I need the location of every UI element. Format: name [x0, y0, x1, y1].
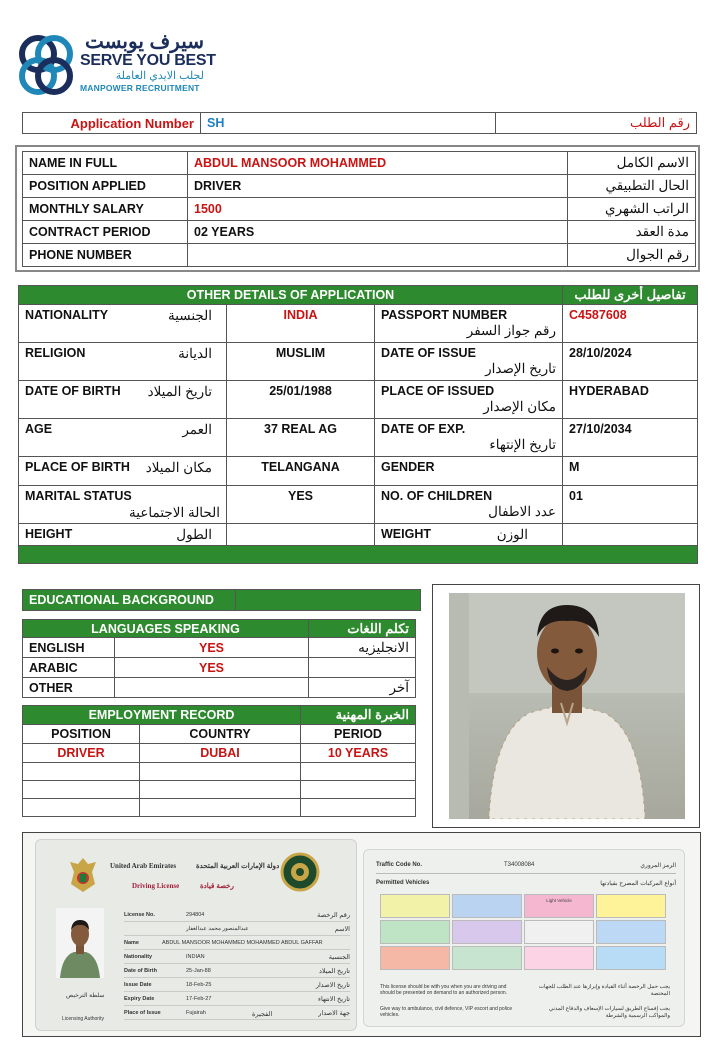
employment-cell	[23, 799, 140, 817]
license-field-row	[124, 908, 350, 922]
personal-value: DRIVER	[188, 175, 568, 198]
permitted-row	[376, 876, 676, 892]
license-field-label: Nationality	[124, 954, 153, 960]
other-left-value: 25/01/1988	[227, 381, 375, 419]
employment-row	[23, 763, 416, 781]
license-field-row	[124, 922, 350, 936]
employment-row	[23, 744, 416, 763]
other-left-cell	[19, 381, 227, 419]
other-row	[19, 343, 698, 381]
vehicle-cell	[596, 894, 666, 918]
company-logo	[14, 32, 214, 102]
employment-column-header: COUNTRY	[140, 725, 301, 744]
license-field-label-ar: تاريخ الاصدار	[315, 982, 350, 989]
person-photo-icon	[449, 593, 685, 819]
language-name: ARABIC	[23, 658, 115, 678]
employment-row	[23, 781, 416, 799]
other-left-cell	[19, 486, 227, 524]
license-note-2: Give way to ambulance, civil defence, VIP escort and police vehicles.	[380, 1006, 513, 1018]
employment-header-row	[23, 706, 416, 725]
license-title: Driving License	[132, 882, 180, 890]
license-field-label: License No.	[124, 912, 155, 918]
other-right-cell	[375, 457, 563, 486]
other-row	[19, 381, 698, 419]
logo-arabic-subtitle: لجلب الايدي العاملة	[115, 70, 204, 82]
other-right-label-ar: تاريخ الإنتهاء	[489, 437, 556, 452]
license-field-label: Place of Issue	[124, 1010, 161, 1016]
vehicle-cell	[452, 946, 522, 970]
personal-value: 1500	[188, 198, 568, 221]
license-field-label-ar: الاسم	[334, 926, 350, 933]
personal-value	[188, 244, 568, 267]
license-front	[35, 839, 357, 1031]
other-footer-row	[19, 546, 698, 564]
other-right-label-ar: تاريخ الإصدار	[485, 361, 556, 376]
other-right-label: PASSPORT NUMBER	[381, 308, 508, 322]
languages-header-ar: تكلم اللغات	[309, 620, 416, 638]
license-field-label-ar: الجنسية	[328, 954, 350, 961]
language-row	[23, 678, 416, 698]
employment-cell	[140, 781, 301, 799]
other-left-value: MUSLIM	[227, 343, 375, 381]
employment-table	[22, 705, 416, 817]
license-back	[363, 849, 685, 1027]
other-left-label-ar: الحالة الاجتماعية	[129, 505, 220, 520]
other-right-label: NO. OF CHILDREN	[381, 489, 493, 503]
applicant-photo	[449, 593, 685, 819]
education-header-fill	[236, 590, 421, 611]
license-country-ar: دولة الإمارات العربية المتحدة	[196, 863, 280, 870]
other-left-cell	[19, 419, 227, 457]
personal-row	[23, 244, 696, 267]
logo-subtitle: MANPOWER RECRUITMENT	[80, 83, 200, 93]
education-table	[22, 589, 421, 611]
other-left-label-ar: العمر	[182, 422, 212, 437]
other-left-cell	[19, 524, 227, 546]
other-left-label-ar: مكان الميلاد	[145, 460, 212, 475]
other-right-value: 01	[563, 486, 698, 524]
personal-label-ar: الحال التطبيقي	[568, 175, 696, 198]
other-right-cell	[375, 305, 563, 343]
other-row	[19, 486, 698, 524]
license-note-1: This license should be with you when you are driving and should be presented on demand to an authorized person.	[380, 984, 508, 996]
employment-cell	[23, 763, 140, 781]
other-row	[19, 419, 698, 457]
other-left-value: 37 REAL AG	[227, 419, 375, 457]
other-left-label-ar: الطول	[176, 527, 212, 542]
license-field-value: 17-Feb-27	[186, 996, 212, 1002]
other-right-label: DATE OF EXP.	[381, 422, 466, 436]
other-left-cell	[19, 305, 227, 343]
license-field-label-ar: رقم الرخصة	[317, 912, 350, 919]
driving-license-scan	[22, 832, 701, 1037]
languages-header: LANGUAGES SPEAKING	[23, 620, 309, 638]
permitted-vehicles-label: Permitted Vehicles	[376, 880, 430, 886]
other-right-label-ar: عدد الاطفال	[488, 504, 556, 519]
license-note-2-ar: يجب إفساح الطريق لسيارات الإسعاف والدفاع المدني والمواكب الرسمية والشرطة	[548, 1006, 670, 1019]
languages-table	[22, 619, 416, 698]
other-details-table	[18, 285, 698, 564]
license-country: United Arab Emirates	[110, 862, 177, 870]
vehicle-cell	[452, 894, 522, 918]
other-left-label-ar: الجنسية	[167, 308, 212, 323]
vehicle-cell-label: Light Vehicle	[546, 898, 572, 903]
other-left-label: RELIGION	[25, 346, 86, 360]
personal-row	[23, 175, 696, 198]
license-field-value: Fujairah	[186, 1010, 206, 1016]
other-right-value: 28/10/2024	[563, 343, 698, 381]
personal-row	[23, 221, 696, 244]
gcc-emblem-icon	[280, 852, 320, 892]
education-header: EDUCATIONAL BACKGROUND	[23, 590, 236, 611]
employment-cell: DRIVER	[23, 744, 140, 763]
other-right-cell	[375, 343, 563, 381]
license-authority-ar: سلطة الترخيص	[66, 993, 105, 999]
license-field-label-ar: تاريخ الميلاد	[318, 968, 350, 975]
personal-label: POSITION APPLIED	[23, 175, 188, 198]
employment-cell: 10 YEARS	[301, 744, 416, 763]
other-right-value: HYDERABAD	[563, 381, 698, 419]
employment-cell	[301, 781, 416, 799]
language-name: OTHER	[23, 678, 115, 698]
license-field-value: INDIAN	[186, 954, 205, 960]
employment-row	[23, 799, 416, 817]
other-footer-bar	[19, 546, 698, 564]
personal-label: MONTHLY SALARY	[23, 198, 188, 221]
application-number-value: SH	[201, 113, 496, 134]
other-right-label-ar: رقم جواز السفر	[466, 323, 556, 338]
employment-cell	[140, 763, 301, 781]
license-title-ar: رخصة قيادة	[200, 883, 234, 890]
personal-row	[23, 152, 696, 175]
license-place-ar: الفجيرة	[252, 1011, 273, 1018]
personal-label: NAME IN FULL	[23, 152, 188, 175]
language-row	[23, 638, 416, 658]
license-note-1-ar: يجب حمل الرخصة أثناء القيادة وإبرازها عند الطلب للجهات المختصة	[538, 984, 670, 997]
other-left-label-ar: تاريخ الميلاد	[147, 384, 212, 399]
employment-cell	[140, 799, 301, 817]
traffic-code-label-ar: الرمز المروري	[640, 863, 676, 869]
uae-emblem-icon	[68, 856, 98, 894]
other-row	[19, 305, 698, 343]
license-field-value: 18-Feb-25	[186, 982, 212, 988]
application-number-label: Application Number	[23, 113, 201, 134]
other-left-cell	[19, 343, 227, 381]
license-person-icon	[56, 908, 104, 978]
employment-column-header: PERIOD	[301, 725, 416, 744]
employment-cell: DUBAI	[140, 744, 301, 763]
employment-column-header: POSITION	[23, 725, 140, 744]
license-field-row	[124, 978, 350, 992]
vehicle-cell	[596, 920, 666, 944]
personal-info-table	[22, 151, 696, 267]
logo-english-name: SERVE YOU BEST	[80, 52, 216, 69]
other-left-label: NATIONALITY	[25, 308, 109, 322]
license-authority: Licensing Authority	[62, 1016, 104, 1022]
other-right-label: WEIGHT	[381, 527, 431, 541]
other-right-cell	[375, 524, 563, 546]
other-row	[19, 524, 698, 546]
language-value: YES	[115, 638, 309, 658]
other-right-label-ar: الوزن	[496, 527, 528, 542]
employment-columns-row	[23, 725, 416, 744]
personal-label: CONTRACT PERIOD	[23, 221, 188, 244]
personal-label: PHONE NUMBER	[23, 244, 188, 267]
vehicle-cell	[596, 946, 666, 970]
logo-arabic-name: سيرف يوبست	[84, 31, 204, 53]
personal-value: 02 YEARS	[188, 221, 568, 244]
license-field-value: ABDUL MANSOOR MOHAMMED MOHAMMED ABDUL GAFFAR	[162, 940, 323, 946]
language-name-ar: آخر	[309, 678, 416, 698]
other-left-label: MARITAL STATUS	[25, 489, 132, 503]
license-photo	[56, 908, 104, 978]
application-number-label-ar: رقم الطلب	[496, 113, 697, 134]
other-left-value: YES	[227, 486, 375, 524]
license-field-row	[124, 964, 350, 978]
other-left-label: HEIGHT	[25, 527, 73, 541]
employment-cell	[301, 763, 416, 781]
license-field-label: Name	[124, 940, 139, 946]
languages-header-row	[23, 620, 416, 638]
vehicle-grid	[380, 894, 668, 974]
license-field-label: Date of Birth	[124, 968, 157, 974]
traffic-code-label: Traffic Code No.	[376, 862, 423, 868]
license-field-row	[124, 992, 350, 1006]
vehicle-cell	[524, 920, 594, 944]
other-right-label: GENDER	[381, 460, 435, 474]
other-left-value	[227, 524, 375, 546]
other-left-label: AGE	[25, 422, 53, 436]
employment-cell	[23, 781, 140, 799]
other-left-label: PLACE OF BIRTH	[25, 460, 130, 474]
knot-logo-icon	[14, 32, 78, 102]
other-left-label-ar: الديانة	[178, 346, 212, 361]
language-name-ar	[309, 658, 416, 678]
other-left-value: TELANGANA	[227, 457, 375, 486]
license-field-label-ar: جهة الاصدار	[318, 1010, 350, 1017]
other-left-value: INDIA	[227, 305, 375, 343]
license-field-label: Issue Date	[124, 982, 152, 988]
vehicle-cell	[380, 894, 450, 918]
language-name-ar: الانجليزيه	[309, 638, 416, 658]
personal-label-ar: الراتب الشهري	[568, 198, 696, 221]
language-value	[115, 678, 309, 698]
other-right-value	[563, 524, 698, 546]
vehicle-cell	[380, 920, 450, 944]
license-field-value: 25-Jan-88	[186, 968, 211, 974]
personal-value: ABDUL MANSOOR MOHAMMED	[188, 152, 568, 175]
personal-label-ar: الاسم الكامل	[568, 152, 696, 175]
license-field-value: 294804	[186, 912, 205, 918]
license-field-label-ar: تاريخ الانتهاء	[317, 996, 350, 1003]
applicant-photo-frame	[432, 584, 700, 828]
employment-header-ar: الخبرة المهنية	[301, 706, 416, 725]
other-header: OTHER DETAILS OF APPLICATION	[19, 286, 563, 305]
other-right-label: PLACE OF ISSUED	[381, 384, 495, 398]
employment-header: EMPLOYMENT RECORD	[23, 706, 301, 725]
traffic-code-row	[376, 858, 676, 874]
license-field-value: عبدالمنصور محمد عبدالغفار	[186, 926, 249, 932]
personal-row	[23, 198, 696, 221]
employment-cell	[301, 799, 416, 817]
personal-label-ar: مدة العقد	[568, 221, 696, 244]
license-field-row	[124, 936, 350, 950]
other-right-label-ar: مكان الإصدار	[483, 399, 556, 414]
license-field-row	[124, 950, 350, 964]
other-right-value: 27/10/2034	[563, 419, 698, 457]
other-header-ar: تفاصيل أخرى للطلب	[563, 286, 698, 305]
other-right-value: C4587608	[563, 305, 698, 343]
other-right-label: DATE OF ISSUE	[381, 346, 476, 360]
other-left-cell	[19, 457, 227, 486]
language-value: YES	[115, 658, 309, 678]
vehicle-cell	[524, 946, 594, 970]
language-name: ENGLISH	[23, 638, 115, 658]
vehicle-cell	[452, 920, 522, 944]
other-header-row	[19, 286, 698, 305]
other-right-cell	[375, 486, 563, 524]
other-right-cell	[375, 381, 563, 419]
other-row	[19, 457, 698, 486]
other-left-label: DATE OF BIRTH	[25, 384, 121, 398]
other-right-cell	[375, 419, 563, 457]
other-right-value: M	[563, 457, 698, 486]
vehicle-cell	[380, 946, 450, 970]
license-field-label: Expiry Date	[124, 996, 155, 1002]
application-number-table	[22, 112, 697, 134]
permitted-vehicles-label-ar: أنواع المركبات المصرح بقيادتها	[600, 881, 676, 887]
license-field-row	[124, 1006, 350, 1020]
traffic-code-value: T34008084	[504, 862, 535, 868]
personal-label-ar: رقم الجوال	[568, 244, 696, 267]
language-row	[23, 658, 416, 678]
license-fields	[124, 908, 350, 1020]
